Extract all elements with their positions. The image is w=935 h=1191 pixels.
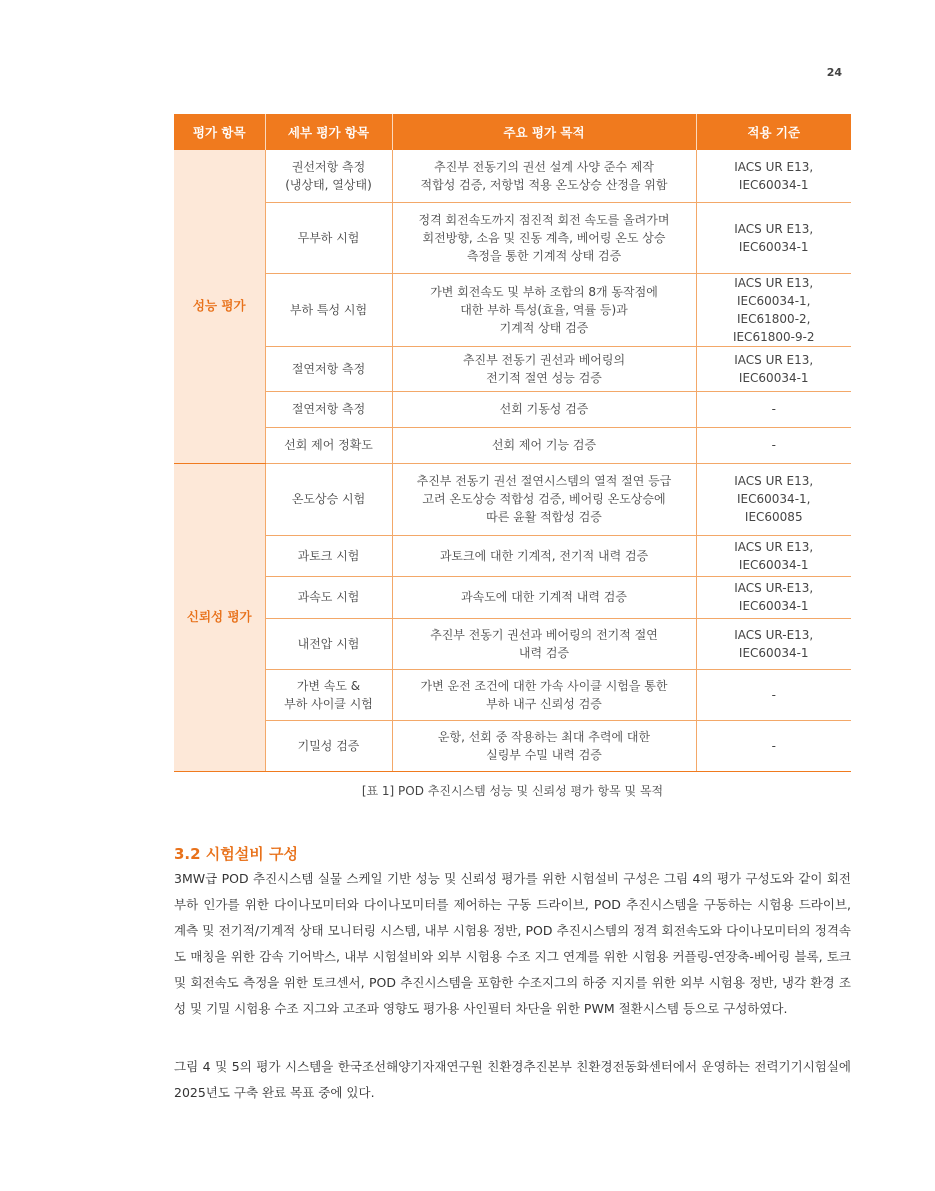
- standard-cell: IACS UR E13, IEC60034-1: [696, 202, 851, 273]
- purpose-cell: 추진부 전동기 권선과 베어링의 전기적 절연 성능 검증: [392, 346, 696, 391]
- purpose-cell: 과토크에 대한 기계적, 전기적 내력 검증: [392, 535, 696, 576]
- detail-cell: 무부하 시험: [265, 202, 392, 273]
- detail-cell: 온도상승 시험: [265, 463, 392, 535]
- standard-cell: IACS UR E13, IEC60034-1, IEC61800-2, IEC61800-9-2: [696, 273, 851, 346]
- table-row: [174, 391, 851, 427]
- purpose-cell: 가변 회전속도 및 부하 조합의 8개 동작점에 대한 부하 특성(효율, 역률 등)과 기계적 상태 검증: [392, 273, 696, 346]
- standard-cell: IACS UR-E13, IEC60034-1: [696, 618, 851, 669]
- table-row: [174, 427, 851, 463]
- standard-cell: IACS UR E13, IEC60034-1: [696, 346, 851, 391]
- header-standard: 적용 기준: [696, 114, 851, 150]
- standard-cell: -: [696, 669, 851, 720]
- purpose-cell: 선회 기동성 검증: [392, 391, 696, 427]
- standard-cell: IACS UR-E13, IEC60034-1: [696, 576, 851, 618]
- purpose-cell: 운항, 선회 중 작용하는 최대 추력에 대한 실링부 수밀 내력 검증: [392, 720, 696, 771]
- table-row: [174, 150, 851, 202]
- standard-cell: IACS UR E13, IEC60034-1: [696, 150, 851, 202]
- standard-cell: -: [696, 391, 851, 427]
- table-row: [174, 576, 851, 618]
- standard-cell: -: [696, 427, 851, 463]
- detail-cell: 내전압 시험: [265, 618, 392, 669]
- detail-cell: 부하 특성 시험: [265, 273, 392, 346]
- table-header-row: [174, 114, 851, 150]
- header-category: 평가 항목: [174, 114, 265, 150]
- body-paragraph: 그림 4 및 5의 평가 시스템을 한국조선해양기자재연구원 친환경추진본부 친환경전동화센터에서 운영하는 전력기기시험실에 2025년도 구축 완료 목표 중에 있다.: [174, 1059, 851, 1100]
- standard-cell: IACS UR E13, IEC60034-1: [696, 535, 851, 576]
- purpose-cell: 정격 회전속도까지 점진적 회전 속도를 올려가며 회전방향, 소음 및 진동 계측, 베어링 온도 상승 측정을 통한 기계적 상태 검증: [392, 202, 696, 273]
- detail-cell: 가변 속도 & 부하 사이클 시험: [265, 669, 392, 720]
- standard-cell: IACS UR E13, IEC60034-1, IEC60085: [696, 463, 851, 535]
- purpose-cell: 선회 제어 기능 검증: [392, 427, 696, 463]
- header-detail: 세부 평가 항목: [265, 114, 392, 150]
- table-row: [174, 720, 851, 771]
- section-heading: 3.2 시험설비 구성: [174, 845, 298, 863]
- standard-cell: -: [696, 720, 851, 771]
- body-paragraph: 3MW급 POD 추진시스템 실물 스케일 기반 성능 및 신뢰성 평가를 위한 시험설비 구성은 그림 4의 평가 구성도와 같이 회전 부하 인가를 위한 다이나모미터와 다이나모미터를 제어하는 구동 드라이브, POD 추진시스템을 구동하는 시험용 드라이브, 계측 및 전기적/기계적 상태 모니터링 시스템, 내부 시험용 정반, POD 추진시스템의 정격 회전속도와 다이나모미터의 정격속도 매칭을 위한 감속 기어박스, 내부 시험설비와 외부 시험용 수조 지그 연계를 위한 시험용 커플링-연장축-베어링 블록, 토크 및 회전속도 측정을 위한 토크센서, POD 추진시스템을 포함한 수조지그의 하중 지지를 위한 외부 시험용 정반, 냉각 환경 조성 및 기밀 시험용 수조 지그와 고조파 영향도 평가용 사인필터 차단을 위한 PWM 절환시스템 등으로 구성하였다.: [174, 871, 851, 1016]
- detail-cell: 기밀성 검증: [265, 720, 392, 771]
- detail-cell: 과속도 시험: [265, 576, 392, 618]
- purpose-cell: 추진부 전동기 권선과 베어링의 전기적 절연 내력 검증: [392, 618, 696, 669]
- purpose-cell: 추진부 전동기의 권선 설계 사양 준수 제작 적합성 검증, 저항법 적용 온도상승 산정을 위함: [392, 150, 696, 202]
- category-reliability: 신뢰성 평가: [174, 463, 265, 771]
- category-performance: 성능 평가: [174, 150, 265, 463]
- table-caption: [표 1] POD 추진시스템 성능 및 신뢰성 평가 항목 및 목적: [361, 784, 664, 798]
- purpose-cell: 추진부 전동기 권선 절연시스템의 열적 절연 등급 고려 온도상승 적합성 검증, 베어링 온도상승에 따른 윤활 적합성 검증: [392, 463, 696, 535]
- evaluation-table: [174, 114, 851, 772]
- purpose-cell: 가변 운전 조건에 대한 가속 사이클 시험을 통한 부하 내구 신뢰성 검증: [392, 669, 696, 720]
- detail-cell: 절연저항 측정: [265, 391, 392, 427]
- table-row: [174, 273, 851, 346]
- detail-cell: 과토크 시험: [265, 535, 392, 576]
- page-number: 24: [826, 66, 842, 79]
- purpose-cell: 과속도에 대한 기계적 내력 검증: [392, 576, 696, 618]
- header-purpose: 주요 평가 목적: [392, 114, 696, 150]
- table-row: [174, 535, 851, 576]
- table-row: [174, 202, 851, 273]
- table-row: [174, 669, 851, 720]
- detail-cell: 선회 제어 정확도: [265, 427, 392, 463]
- detail-cell: 권선저항 측정 (냉상태, 열상태): [265, 150, 392, 202]
- detail-cell: 절연저항 측정: [265, 346, 392, 391]
- table-row: [174, 346, 851, 391]
- table-row: [174, 463, 851, 535]
- table-row: [174, 618, 851, 669]
